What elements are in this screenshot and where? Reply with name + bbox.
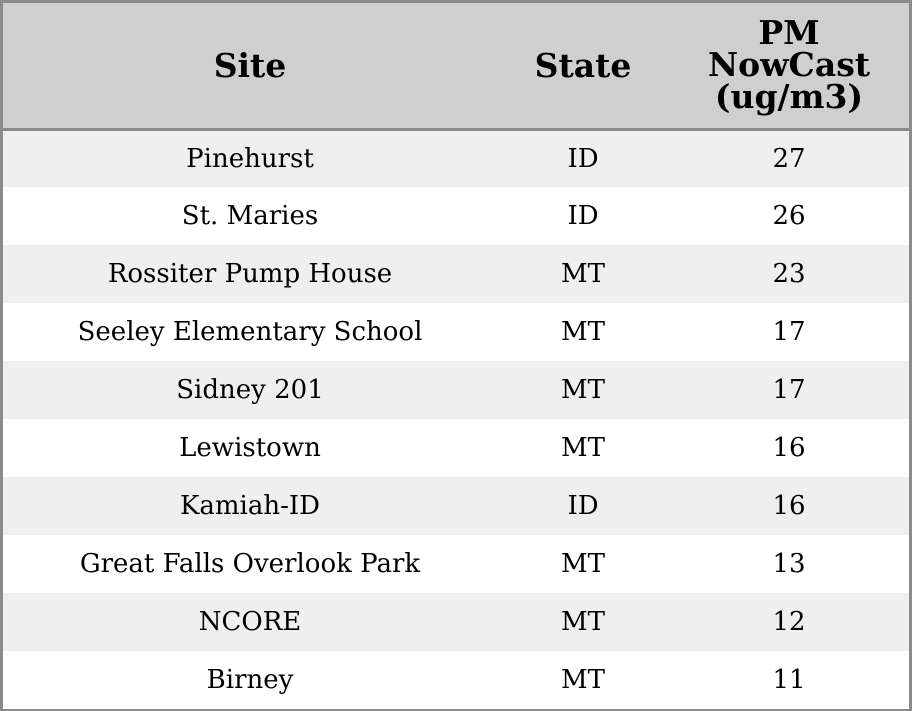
state-cell: MT [561,665,605,695]
site-cell: Rossiter Pump House [107,259,393,289]
pm-value-cell: 11 [772,665,806,695]
state-cell: MT [561,317,605,347]
site-cell: St. Maries [181,201,319,231]
column-header-state: State [497,3,669,129]
column-header-pm-nowcast [669,3,909,129]
pm-header-line-3: (ug/m3) [714,77,864,117]
pm-value-cell: 27 [772,143,806,174]
site-cell: Pinehurst [186,143,314,174]
state-cell: ID [567,201,599,231]
site-cell: Birney [206,665,294,695]
table-row [3,593,909,651]
pm-value-cell: 12 [772,607,806,637]
pm-value-cell: 17 [772,375,806,405]
site-cell: Sidney 201 [176,375,324,405]
site-cell: Great Falls Overlook Park [79,549,421,579]
pm-header-line-1: PM [758,13,820,53]
table-row [3,361,909,419]
pm-nowcast-table [3,3,909,709]
state-cell: ID [567,143,599,174]
table-row [3,477,909,535]
state-cell: MT [561,375,605,405]
table-row [3,187,909,245]
table-row [3,129,909,187]
pm-header-line-2: NowCast [707,45,871,85]
state-cell: MT [561,549,605,579]
state-cell: MT [561,259,605,289]
table-header [3,3,909,129]
pm-value-cell: 17 [772,317,806,347]
pm-value-cell: 23 [772,259,806,289]
table-row [3,419,909,477]
table-row [3,303,909,361]
table-row [3,535,909,593]
site-cell: Lewistown [179,433,321,463]
table-row [3,651,909,709]
table-body [3,129,909,709]
state-cell: MT [561,433,605,463]
state-cell: MT [561,607,605,637]
pm-value-cell: 16 [772,433,806,463]
state-cell: ID [567,491,599,521]
site-cell: Kamiah-ID [179,491,321,521]
pm-value-cell: 16 [772,491,806,521]
site-cell: NCORE [198,607,302,637]
table-row [3,245,909,303]
header-row [3,3,909,129]
pm-value-cell: 13 [772,549,806,579]
column-header-site: Site [3,3,497,129]
pm-value-cell: 26 [772,201,806,231]
site-cell: Seeley Elementary School [77,317,423,347]
